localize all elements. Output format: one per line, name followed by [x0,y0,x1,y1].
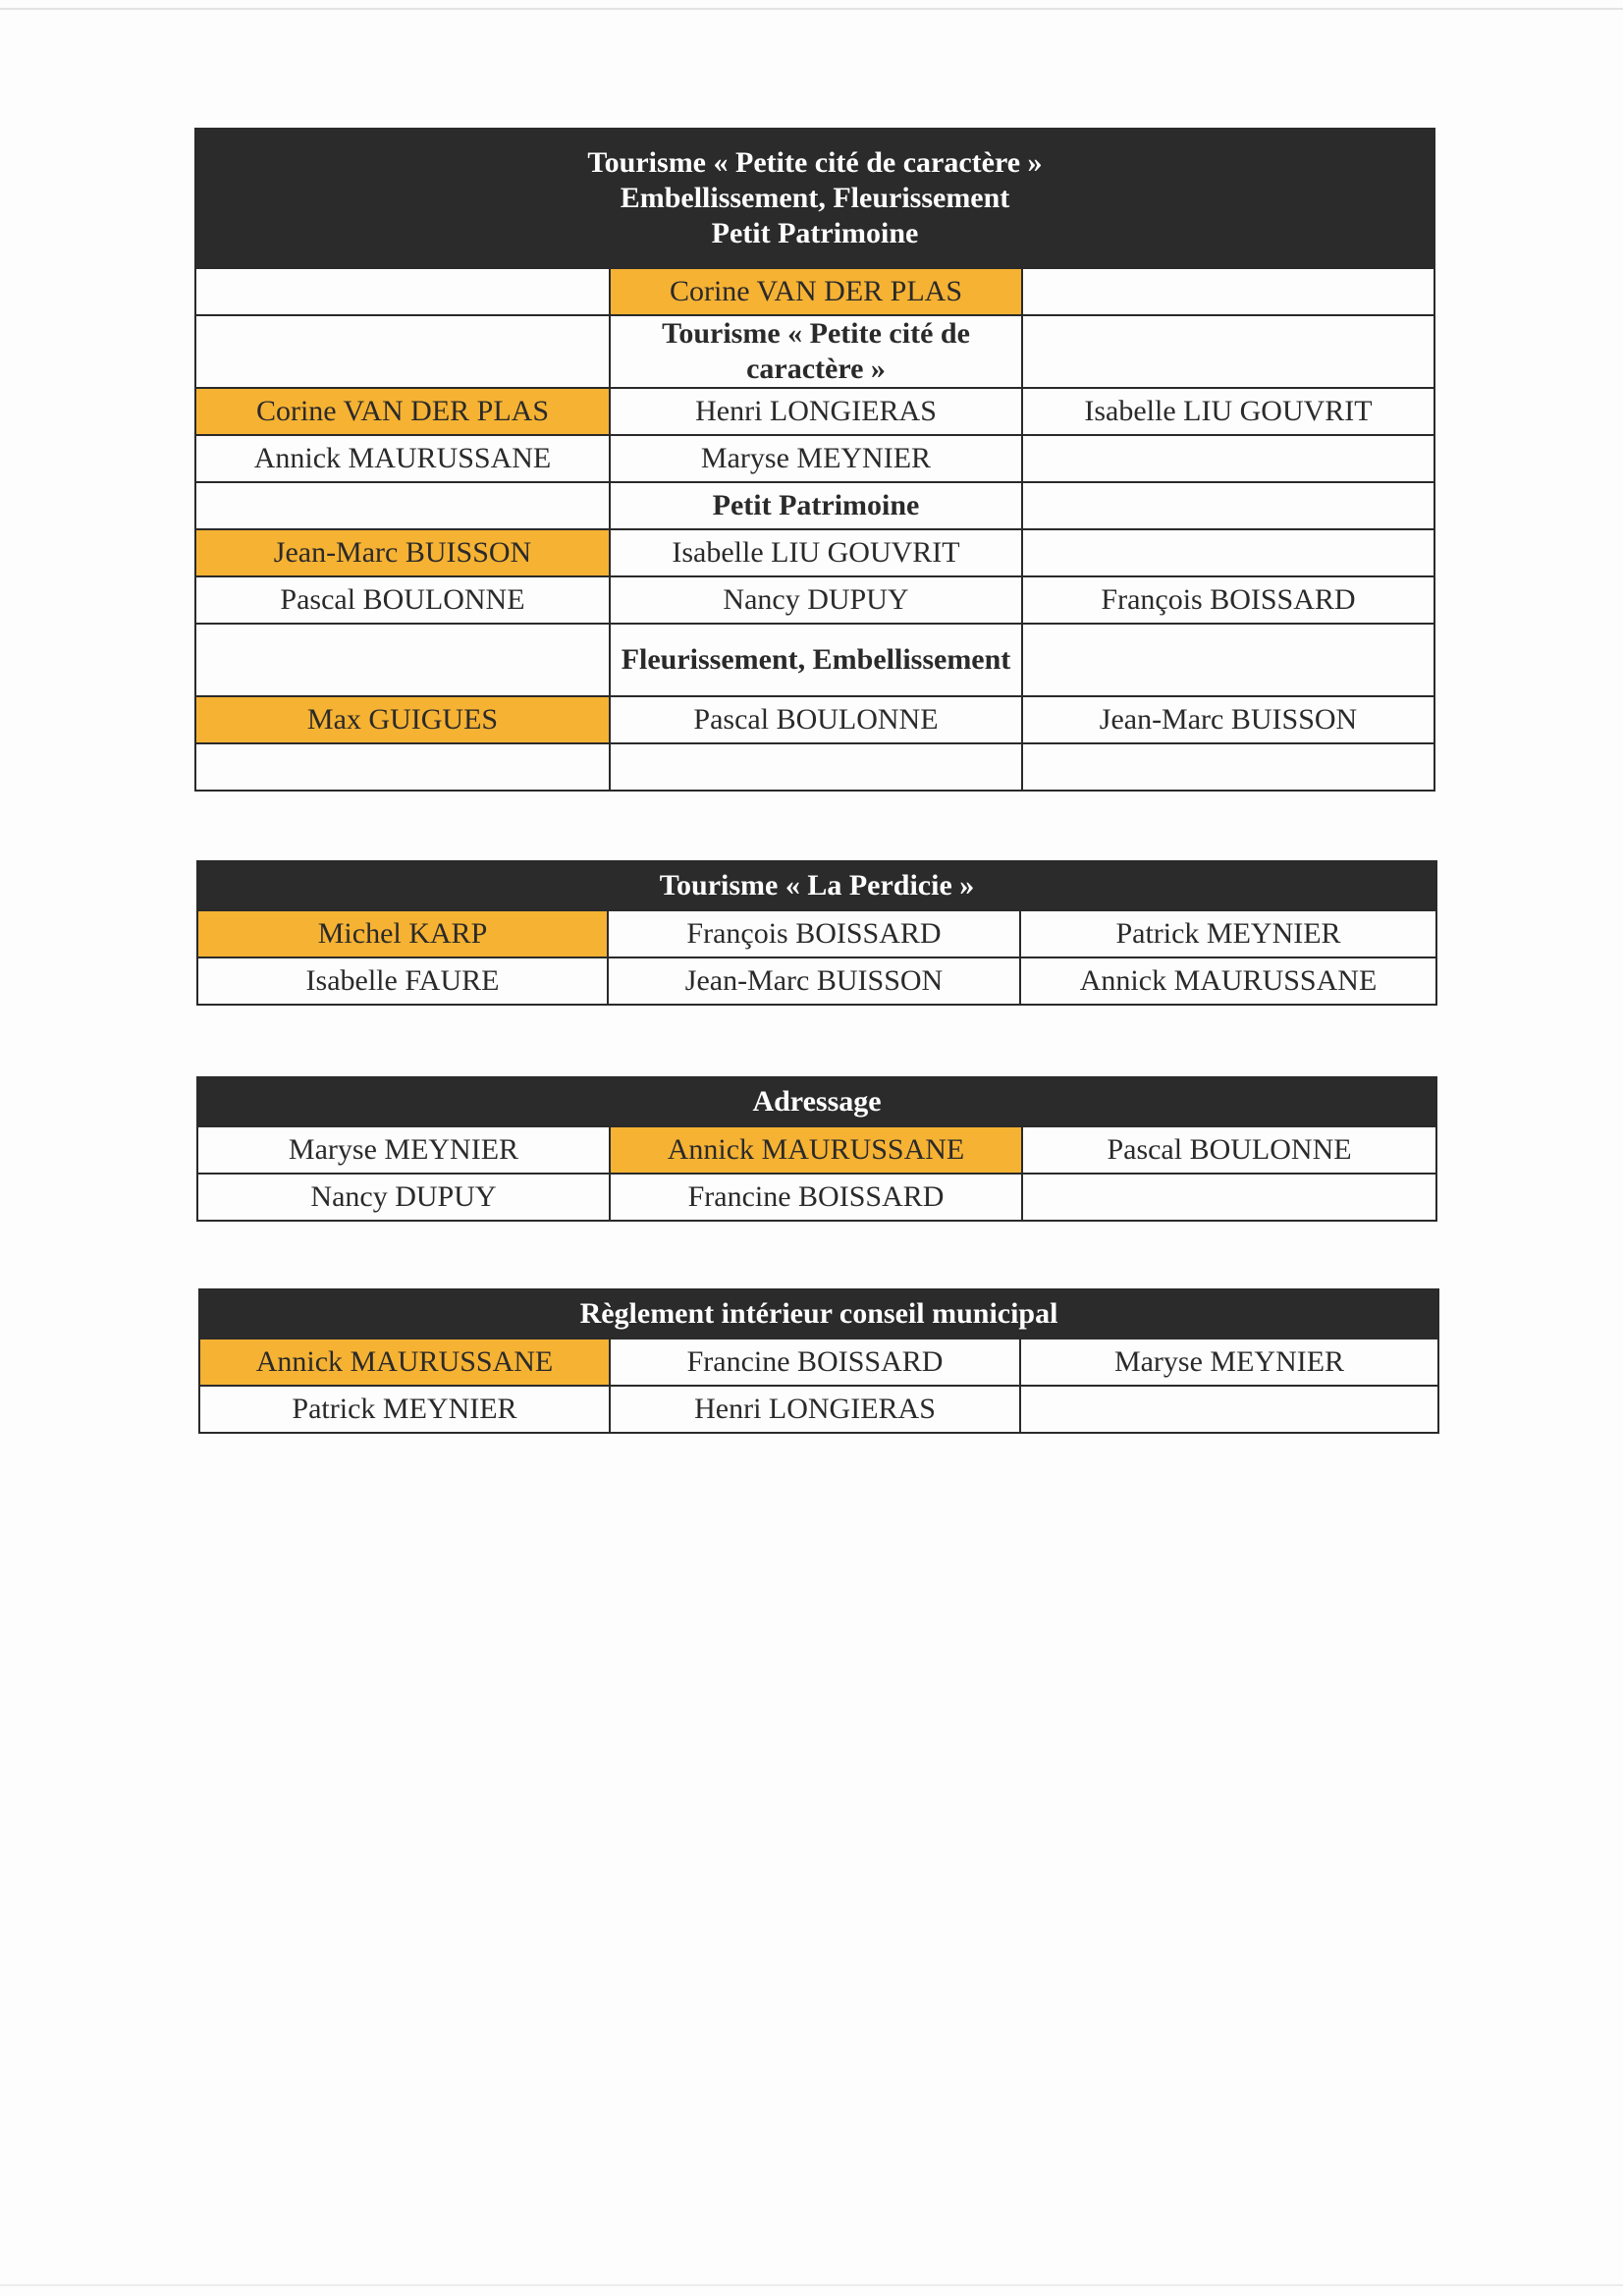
table-row [197,957,1436,1005]
member-cell [1022,624,1434,696]
member-cell-lead: Corine VAN DER PLAS [610,268,1022,315]
member-cell-lead: Corine VAN DER PLAS [195,388,610,435]
member-cell: Henri LONGIERAS [610,1386,1020,1433]
table-row [195,388,1434,435]
table-row [195,435,1434,482]
title-line: Embellissement, Fleurissement [620,182,1010,214]
table-row [195,529,1434,576]
member-cell: Francine BOISSARD [610,1339,1020,1386]
committee-table-tourisme-la-perdicie [196,860,1437,1006]
member-cell [1022,482,1434,529]
table-header-row [199,1289,1438,1339]
member-cell-lead: Annick MAURUSSANE [610,1126,1022,1174]
member-cell: Maryse MEYNIER [610,435,1022,482]
member-cell: Pascal BOULONNE [1022,1126,1436,1174]
title-line: Tourisme « Petite cité de caractère » [587,146,1043,179]
table-row [197,1126,1436,1174]
committee-table-tourisme-petite-cite [194,128,1435,792]
scan-edge-top [0,8,1623,10]
member-cell [195,482,610,529]
member-cell: Jean-Marc BUISSON [1022,696,1434,743]
member-cell [1022,268,1434,315]
member-cell: Maryse MEYNIER [1020,1339,1438,1386]
member-cell [195,743,610,791]
table-header-row [197,1077,1436,1126]
member-cell [1022,435,1434,482]
member-cell: Francine BOISSARD [610,1174,1022,1221]
member-cell [1022,315,1434,388]
table-row [195,743,1434,791]
member-cell: Isabelle FAURE [197,957,608,1005]
member-cell-lead: Annick MAURUSSANE [199,1339,610,1386]
member-cell [195,268,610,315]
member-cell [1022,1174,1436,1221]
member-cell [195,315,610,388]
committee-title [195,129,1434,268]
subgroup-heading: Petit Patrimoine [610,482,1022,529]
table-row [195,624,1434,696]
table-row [195,576,1434,624]
table-row [195,482,1434,529]
subgroup-heading: Tourisme « Petite cité de caractère » [610,315,1022,388]
table-row [197,910,1436,957]
member-cell-lead: Michel KARP [197,910,608,957]
member-cell: Maryse MEYNIER [197,1126,610,1174]
committee-title: Adressage [197,1077,1436,1126]
table-header-row [195,129,1434,268]
member-cell: Nancy DUPUY [610,576,1022,624]
member-cell [1020,1386,1438,1433]
table-row [195,268,1434,315]
table-header-row [197,861,1436,910]
table-row [199,1339,1438,1386]
member-cell: François BOISSARD [608,910,1020,957]
member-cell: Isabelle LIU GOUVRIT [610,529,1022,576]
table-row [199,1386,1438,1433]
member-cell: Henri LONGIERAS [610,388,1022,435]
committee-table-adressage [196,1076,1437,1222]
table-row [197,1174,1436,1221]
member-cell: Nancy DUPUY [197,1174,610,1221]
table-row [195,696,1434,743]
committee-table-reglement-interieur [198,1288,1439,1434]
member-cell [610,743,1022,791]
member-cell [1022,529,1434,576]
member-cell: Patrick MEYNIER [1020,910,1436,957]
scan-edge-bottom [0,2284,1623,2286]
member-cell: Annick MAURUSSANE [1020,957,1436,1005]
subgroup-heading: Fleurissement, Embellissement [610,624,1022,696]
title-line: Petit Patrimoine [711,217,919,249]
member-cell-lead: Jean-Marc BUISSON [195,529,610,576]
table-row [195,315,1434,388]
member-cell: Pascal BOULONNE [610,696,1022,743]
member-cell-lead: Max GUIGUES [195,696,610,743]
member-cell: Pascal BOULONNE [195,576,610,624]
committee-title: Règlement intérieur conseil municipal [199,1289,1438,1339]
member-cell [195,624,610,696]
member-cell: Jean-Marc BUISSON [608,957,1020,1005]
member-cell: Patrick MEYNIER [199,1386,610,1433]
member-cell: François BOISSARD [1022,576,1434,624]
committee-title: Tourisme « La Perdicie » [197,861,1436,910]
member-cell: Isabelle LIU GOUVRIT [1022,388,1434,435]
member-cell [1022,743,1434,791]
member-cell: Annick MAURUSSANE [195,435,610,482]
